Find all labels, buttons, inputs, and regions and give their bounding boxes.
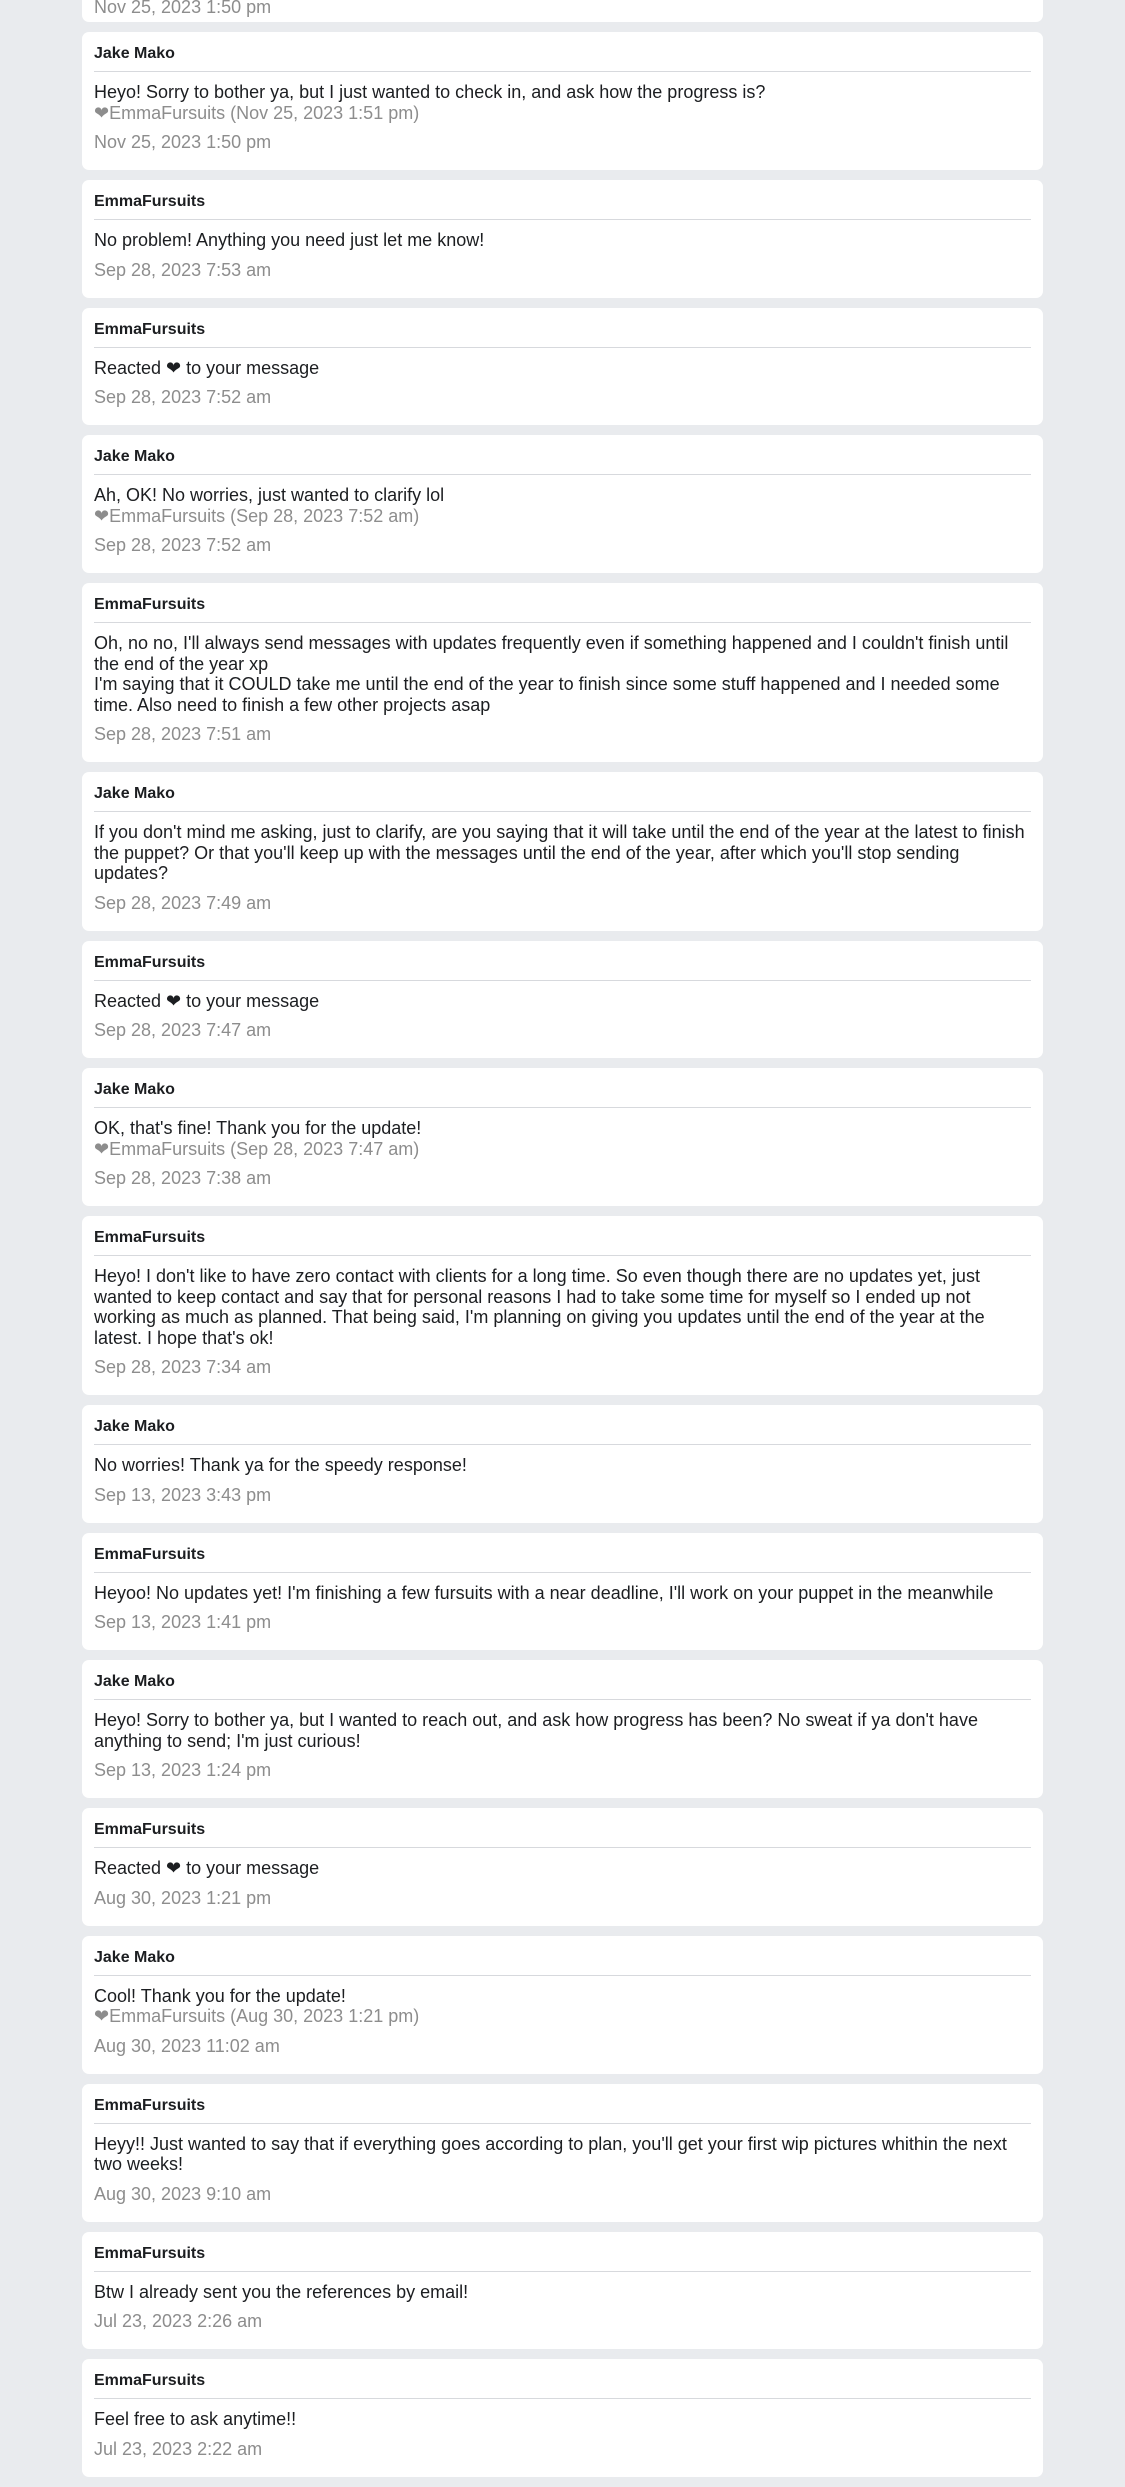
message-text-line: Reacted ❤ to your message — [94, 1858, 320, 1878]
message-card — [82, 1533, 1043, 1651]
message-text-line: OK, that's fine! Thank you for the update! — [94, 1118, 422, 1138]
message-text-line: Heyoo! No updates yet! I'm finishing a few fursuits with a near deadline, I'll work on your puppet in the meanwhile — [94, 1582, 994, 1603]
message-text-line: Heyo! I don't like to have zero contact with clients for a long time. So even though there are no updates yet, just wanted to keep contact and say that for personal reasons I had to take some time for myself so I ended up not working as much as planned. That being said, I'm planning on giving you updates until the end of the year at the latest. I hope that's ok! — [94, 1266, 985, 1348]
message-card — [82, 2232, 1043, 2350]
message-sender: EmmaFursuits — [94, 191, 1031, 220]
message-body — [94, 991, 1031, 1012]
message-body — [94, 1118, 1031, 1139]
message-sender: EmmaFursuits — [94, 952, 1031, 981]
message-sender: Jake Mako — [94, 43, 1031, 72]
message-body — [94, 230, 1031, 251]
message-card — [82, 32, 1043, 170]
message-body — [94, 1858, 1031, 1879]
message-sender: Jake Mako — [94, 783, 1031, 812]
message-reaction: ❤EmmaFursuits (Aug 30, 2023 1:21 pm) — [94, 2006, 420, 2026]
message-card — [82, 2084, 1043, 2222]
message-date: Sep 28, 2023 7:53 am — [94, 259, 272, 280]
message-date: Sep 28, 2023 7:38 am — [94, 1168, 272, 1188]
message-body — [94, 485, 1031, 506]
message-list — [82, 0, 1043, 2487]
message-reaction: ❤EmmaFursuits (Sep 28, 2023 7:47 am) — [94, 1138, 420, 1159]
message-card — [82, 1660, 1043, 1798]
message-text-line: Ah, OK! No worries, just wanted to clarify lol — [94, 485, 445, 505]
message-body — [94, 2282, 1031, 2303]
message-text-line: No problem! Anything you need just let me know! — [94, 230, 485, 250]
message-body — [94, 358, 1031, 379]
message-date: Sep 28, 2023 7:52 am — [94, 535, 272, 555]
message-sender: Jake Mako — [94, 1079, 1031, 1108]
message-date: Sep 13, 2023 1:24 pm — [94, 1760, 272, 1780]
message-body — [94, 2409, 1031, 2430]
message-date: Jul 23, 2023 2:26 am — [94, 2311, 263, 2331]
message-body — [94, 1266, 1031, 1348]
message-card — [82, 1216, 1043, 1395]
message-date: Sep 28, 2023 7:49 am — [94, 892, 272, 913]
message-card — [82, 1068, 1043, 1206]
message-card — [82, 1405, 1043, 1523]
message-text-line: Heyy!! Just wanted to say that if everything goes according to plan, you'll get your first wip pictures whithin the next two weeks! — [94, 2133, 1007, 2174]
message-reaction: ❤EmmaFursuits (Sep 28, 2023 7:52 am) — [94, 505, 420, 526]
message-date: Nov 25, 2023 1:50 pm — [94, 0, 272, 17]
message-card — [82, 1808, 1043, 1926]
message-sender: EmmaFursuits — [94, 594, 1031, 623]
message-card — [82, 180, 1043, 298]
message-body — [94, 2134, 1031, 2175]
message-text-line: Heyo! Sorry to bother ya, but I wanted to reach out, and ask how progress has been? No sweat if ya don't have anything to send; I'm just curious! — [94, 1710, 978, 1751]
message-body — [94, 822, 1031, 884]
message-date: Sep 28, 2023 7:47 am — [94, 1020, 272, 1040]
message-date: Sep 28, 2023 7:34 am — [94, 1357, 272, 1377]
message-date: Aug 30, 2023 11:02 am — [94, 2035, 280, 2056]
message-sender: EmmaFursuits — [94, 319, 1031, 348]
message-date: Aug 30, 2023 9:10 am — [94, 2183, 272, 2204]
message-sender: EmmaFursuits — [94, 1227, 1031, 1256]
message-body — [94, 1583, 1031, 1604]
message-sender: Jake Mako — [94, 1671, 1031, 1700]
message-body — [94, 1986, 1031, 2007]
message-date: Sep 28, 2023 7:52 am — [94, 387, 272, 407]
message-sender: EmmaFursuits — [94, 1819, 1031, 1848]
message-date: Jul 23, 2023 2:22 am — [94, 2438, 263, 2459]
message-sender: EmmaFursuits — [94, 2095, 1031, 2124]
message-text-line: Cool! Thank you for the update! — [94, 1985, 346, 2006]
message-date: Aug 30, 2023 1:21 pm — [94, 1887, 272, 1908]
message-body — [94, 82, 1031, 103]
message-reaction: ❤EmmaFursuits (Nov 25, 2023 1:51 pm) — [94, 102, 420, 123]
message-sender: Jake Mako — [94, 1416, 1031, 1445]
message-body — [94, 1710, 1031, 1751]
message-body — [94, 633, 1031, 715]
message-date: Sep 13, 2023 1:41 pm — [94, 1612, 272, 1632]
message-text-line: Reacted ❤ to your message — [94, 990, 320, 1011]
message-card — [82, 772, 1043, 931]
message-card — [82, 583, 1043, 762]
message-body — [94, 1455, 1031, 1476]
message-card — [82, 308, 1043, 426]
message-card — [82, 1936, 1043, 2074]
message-text-line: No worries! Thank ya for the speedy response! — [94, 1455, 467, 1475]
message-text-line: Feel free to ask anytime!! — [94, 2409, 297, 2429]
message-date: Sep 28, 2023 7:51 am — [94, 724, 272, 744]
message-date: Sep 13, 2023 3:43 pm — [94, 1484, 272, 1505]
message-card-partial — [82, 0, 1043, 22]
message-sender: Jake Mako — [94, 1947, 1031, 1976]
message-text-line: If you don't mind me asking, just to clarify, are you saying that it will take until the end of the year at the latest to finish the puppet? Or that you'll keep up with the messages until the end of the year, after which you'll stop sending updates? — [94, 822, 1025, 883]
message-sender: EmmaFursuits — [94, 2243, 1031, 2272]
message-card — [82, 2359, 1043, 2477]
message-sender: EmmaFursuits — [94, 2370, 1031, 2399]
message-card — [82, 941, 1043, 1059]
message-text-line: I'm saying that it COULD take me until the end of the year to finish since some stuff happened and I needed some time. Also need to finish a few other projects asap — [94, 674, 1000, 715]
message-text-line: Oh, no no, I'll always send messages with updates frequently even if something happened and I couldn't finish until the end of the year xp — [94, 633, 1009, 674]
message-text-line: Reacted ❤ to your message — [94, 357, 320, 378]
message-date: Nov 25, 2023 1:50 pm — [94, 132, 272, 152]
message-sender: Jake Mako — [94, 446, 1031, 475]
message-text-line: Btw I already sent you the references by email! — [94, 2281, 469, 2302]
message-text-line: Heyo! Sorry to bother ya, but I just wanted to check in, and ask how the progress is? — [94, 82, 766, 102]
message-sender: EmmaFursuits — [94, 1544, 1031, 1573]
message-card — [82, 435, 1043, 573]
